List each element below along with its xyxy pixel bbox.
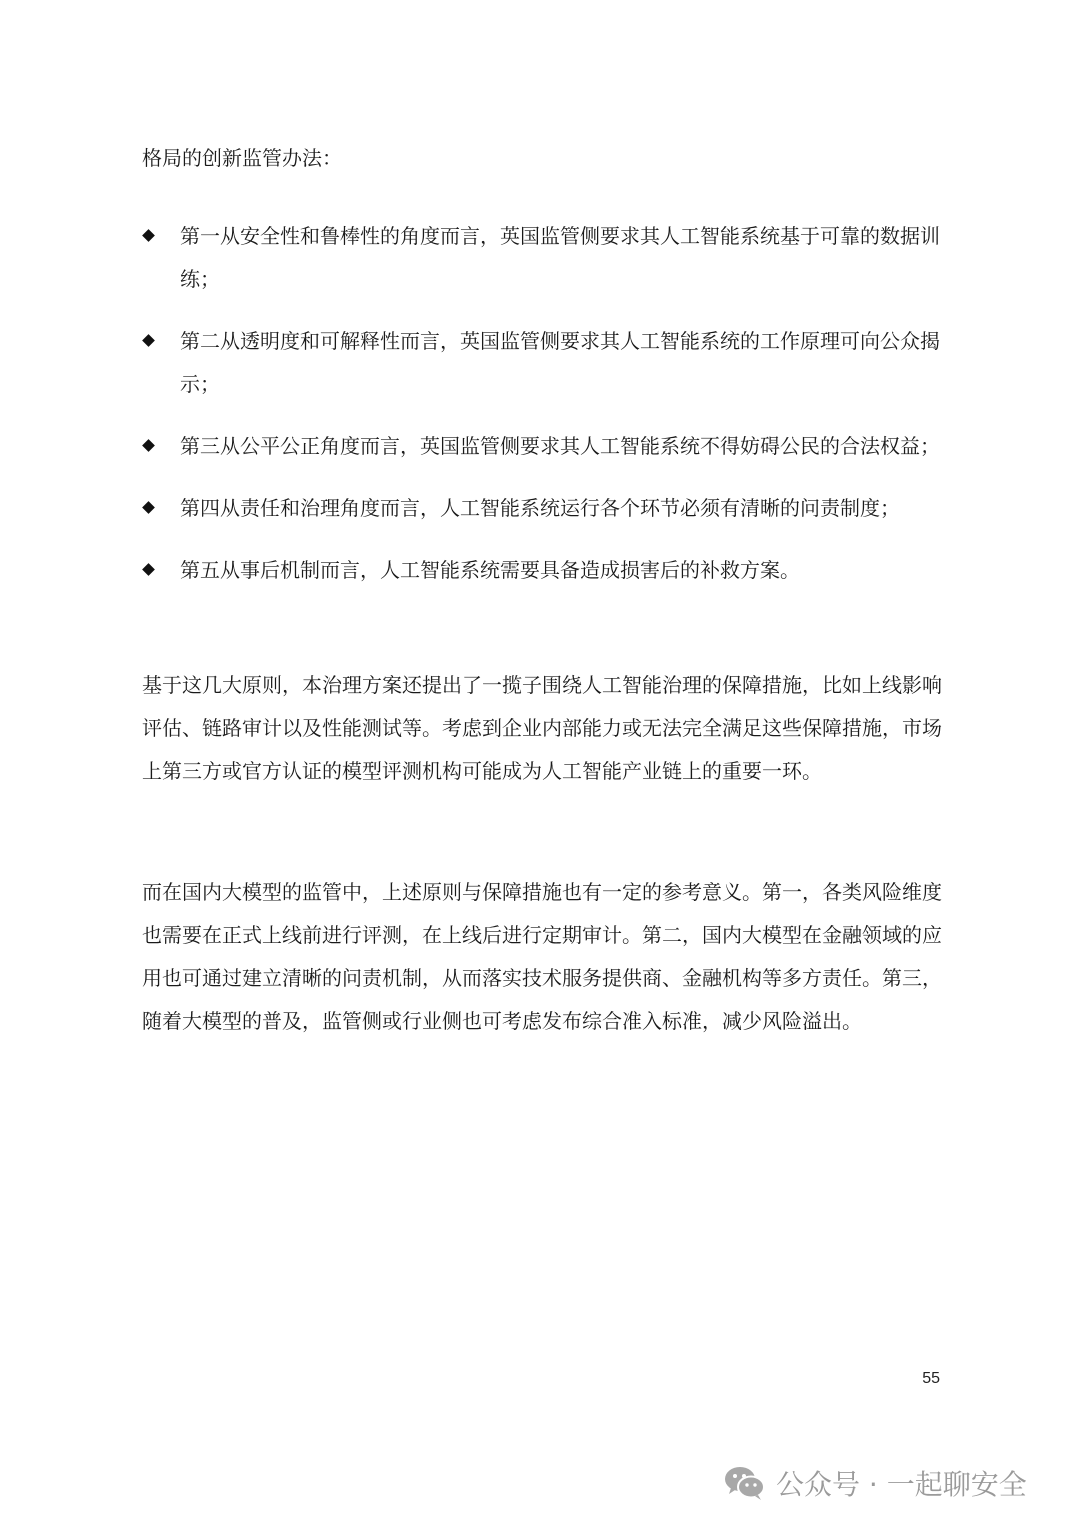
body-paragraph: 基于这几大原则，本治理方案还提出了一揽子围绕人工智能治理的保障措施，比如上线影响评估、链路审计以及性能测试等。考虑到企业内部能力或无法完全满足这些保障措施，市场上第三方或官方认证的模型评测机构可能成为人工智能产业链上的重要一环。 xyxy=(142,673,942,783)
list-item xyxy=(142,487,948,530)
list-item-text: 第二从透明度和可解释性而言，英国监管侧要求其人工智能系统的工作原理可向公众揭示； xyxy=(180,329,940,396)
lead-text: 格局的创新监管办法： xyxy=(142,146,342,170)
diamond-bullet-icon xyxy=(142,439,155,452)
body-paragraph: 而在国内大模型的监管中，上述原则与保障措施也有一定的参考意义。第一，各类风险维度也需要在正式上线前进行评测，在上线后进行定期审计。第二，国内大模型在金融领域的应用也可通过建立清晰的问责机制，从而落实技术服务提供商、金融机构等多方责任。第三，随着大模型的普及，监管侧或行业侧也可考虑发布综合准入标准，减少风险溢出。 xyxy=(142,880,942,1033)
diamond-bullet-icon xyxy=(142,229,155,242)
watermark-text: 公众号 · 一起聊安全 xyxy=(776,1468,1027,1501)
list-item xyxy=(142,320,948,406)
list-item xyxy=(142,549,948,592)
wechat-icon xyxy=(722,1463,768,1503)
list-item xyxy=(142,215,948,301)
list-item-text: 第一从安全性和鲁棒性的角度而言，英国监管侧要求其人工智能系统基于可靠的数据训练； xyxy=(180,224,940,291)
diamond-bullet-icon xyxy=(142,563,155,576)
list-item-text: 第三从公平公正角度而言，英国监管侧要求其人工智能系统不得妨碍公民的合法权益； xyxy=(180,434,940,458)
diamond-bullet-icon xyxy=(142,501,155,514)
list-item-text: 第四从责任和治理角度而言，人工智能系统运行各个环节必须有清晰的问责制度； xyxy=(180,496,900,520)
list-item xyxy=(142,425,948,468)
list-item-text: 第五从事后机制而言，人工智能系统需要具备造成损害后的补救方案。 xyxy=(180,558,800,582)
watermark xyxy=(722,1461,1027,1505)
page-number: 55 xyxy=(922,1370,940,1387)
diamond-bullet-icon xyxy=(142,334,155,347)
principles-list xyxy=(142,215,948,592)
